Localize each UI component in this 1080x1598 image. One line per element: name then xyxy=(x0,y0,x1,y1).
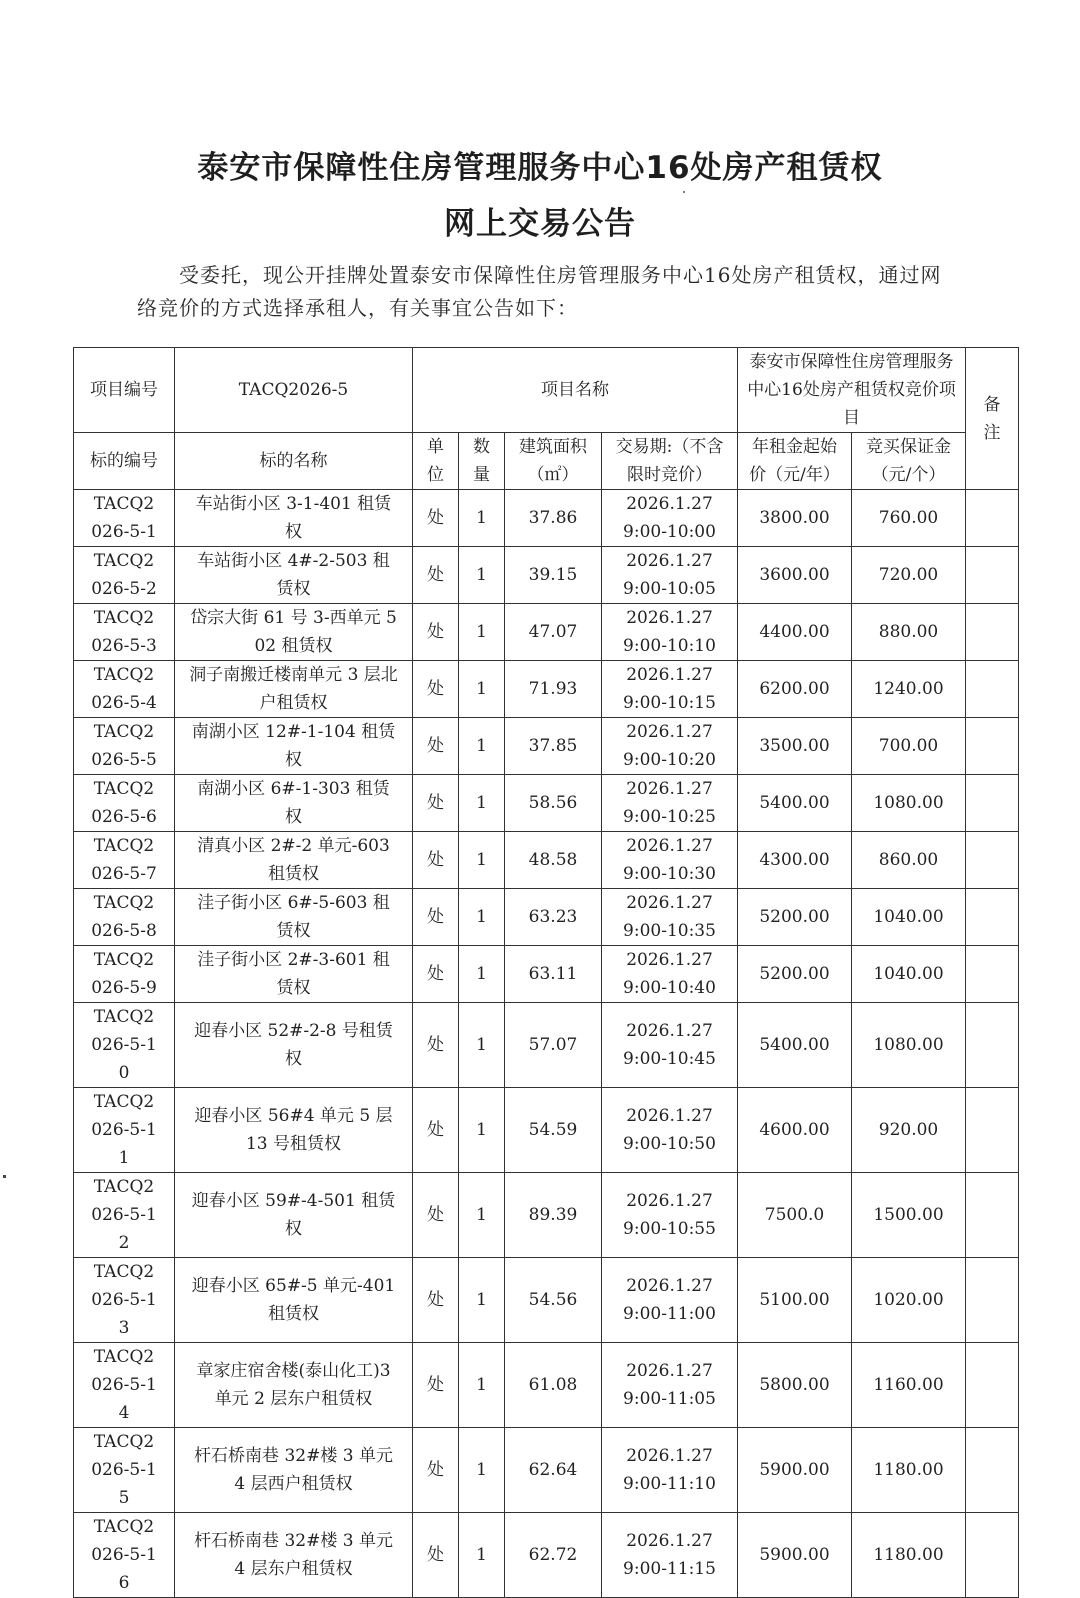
table-row xyxy=(74,1173,1019,1258)
header-item-name: 标的名称 xyxy=(175,433,413,490)
table-row xyxy=(74,946,1019,1003)
cell-unit: 处 xyxy=(413,604,459,661)
cell-item-no: TACQ2026-5-3 xyxy=(74,604,175,661)
cell-deposit: 1180.00 xyxy=(852,1513,966,1598)
cell-item-name: 杆石桥南巷 32#楼 3 单元 4 层西户租赁权 xyxy=(175,1428,413,1513)
cell-qty: 1 xyxy=(459,604,505,661)
document-title-line2: 网上交易公告 xyxy=(444,206,636,242)
cell-trade-time xyxy=(602,604,738,661)
cell-unit: 处 xyxy=(413,889,459,946)
cell-remark xyxy=(966,1258,1019,1343)
cell-deposit: 1160.00 xyxy=(852,1343,966,1428)
cell-deposit: 860.00 xyxy=(852,832,966,889)
cell-deposit: 1040.00 xyxy=(852,889,966,946)
cell-remark xyxy=(966,490,1019,547)
cell-area: 37.86 xyxy=(505,490,602,547)
cell-trade-time xyxy=(602,1173,738,1258)
trade-time-range: 9:00-10:45 xyxy=(623,1049,716,1069)
project-name-value: 泰安市保障性住房管理服务中心16处房产租赁权竞价项目 xyxy=(738,348,966,433)
project-no-value: TACQ2026-5 xyxy=(175,348,413,433)
trade-date: 2026.1.27 xyxy=(626,1361,713,1381)
cell-qty: 1 xyxy=(459,775,505,832)
cell-area: 58.56 xyxy=(505,775,602,832)
cell-unit: 处 xyxy=(413,1513,459,1598)
cell-qty: 1 xyxy=(459,1173,505,1258)
trade-date: 2026.1.27 xyxy=(626,1446,713,1466)
cell-item-name: 杆石桥南巷 32#楼 3 单元 4 层东户租赁权 xyxy=(175,1513,413,1598)
cell-rent: 5200.00 xyxy=(738,889,852,946)
cell-trade-time xyxy=(602,1003,738,1088)
cell-rent: 5100.00 xyxy=(738,1258,852,1343)
cell-item-no: TACQ2026-5-5 xyxy=(74,718,175,775)
cell-item-name: 南湖小区 12#-1-104 租赁权 xyxy=(175,718,413,775)
cell-item-name: 章家庄宿舍楼(泰山化工)3 单元 2 层东户租赁权 xyxy=(175,1343,413,1428)
cell-item-no: TACQ2026-5-10 xyxy=(74,1003,175,1088)
header-area: 建筑面积（㎡） xyxy=(505,433,602,490)
trade-date: 2026.1.27 xyxy=(626,1531,713,1551)
trade-time-range: 9:00-11:00 xyxy=(623,1304,716,1324)
table-row xyxy=(74,490,1019,547)
cell-qty: 1 xyxy=(459,718,505,775)
cell-trade-time xyxy=(602,661,738,718)
cell-qty: 1 xyxy=(459,832,505,889)
header-item-no: 标的编号 xyxy=(74,433,175,490)
cell-item-no: TACQ2026-5-4 xyxy=(74,661,175,718)
cell-item-no: TACQ2026-5-13 xyxy=(74,1258,175,1343)
trade-date: 2026.1.27 xyxy=(626,1021,713,1041)
cell-item-no: TACQ2026-5-8 xyxy=(74,889,175,946)
cell-deposit: 1240.00 xyxy=(852,661,966,718)
trade-time-range: 9:00-10:00 xyxy=(623,522,716,542)
trade-date: 2026.1.27 xyxy=(626,665,713,685)
header-row xyxy=(74,433,1019,490)
trade-time-range: 9:00-10:40 xyxy=(623,978,716,998)
cell-item-name: 车站街小区 3-1-401 租赁权 xyxy=(175,490,413,547)
cell-qty: 1 xyxy=(459,1513,505,1598)
cell-area: 39.15 xyxy=(505,547,602,604)
trade-date: 2026.1.27 xyxy=(626,893,713,913)
cell-unit: 处 xyxy=(413,1343,459,1428)
cell-area: 57.07 xyxy=(505,1003,602,1088)
cell-rent: 4400.00 xyxy=(738,604,852,661)
cell-unit: 处 xyxy=(413,661,459,718)
cell-deposit: 1500.00 xyxy=(852,1173,966,1258)
cell-deposit: 760.00 xyxy=(852,490,966,547)
table-row xyxy=(74,604,1019,661)
cell-item-name: 迎春小区 65#-5 单元-401 租赁权 xyxy=(175,1258,413,1343)
table-row xyxy=(74,1258,1019,1343)
table-row xyxy=(74,1513,1019,1598)
cell-area: 37.85 xyxy=(505,718,602,775)
cell-item-no: TACQ2026-5-2 xyxy=(74,547,175,604)
trade-time-range: 9:00-10:55 xyxy=(623,1219,716,1239)
cell-area: 54.56 xyxy=(505,1258,602,1343)
table-row xyxy=(74,889,1019,946)
header-qty: 数量 xyxy=(459,433,505,490)
cell-trade-time xyxy=(602,1088,738,1173)
trade-date: 2026.1.27 xyxy=(626,779,713,799)
cell-qty: 1 xyxy=(459,661,505,718)
table-row xyxy=(74,1343,1019,1428)
cell-rent: 4600.00 xyxy=(738,1088,852,1173)
cell-item-name: 迎春小区 59#-4-501 租赁权 xyxy=(175,1173,413,1258)
cell-item-no: TACQ2026-5-12 xyxy=(74,1173,175,1258)
cell-item-no: TACQ2026-5-16 xyxy=(74,1513,175,1598)
table-row xyxy=(74,832,1019,889)
project-name-label: 项目名称 xyxy=(413,348,738,433)
cell-trade-time xyxy=(602,832,738,889)
cell-area: 47.07 xyxy=(505,604,602,661)
cell-unit: 处 xyxy=(413,1428,459,1513)
cell-remark xyxy=(966,1173,1019,1258)
cell-item-no: TACQ2026-5-11 xyxy=(74,1088,175,1173)
cell-item-name: 南湖小区 6#-1-303 租赁权 xyxy=(175,775,413,832)
cell-deposit: 1080.00 xyxy=(852,775,966,832)
document-title-line1: 泰安市保障性住房管理服务中心16处房产租赁权 xyxy=(197,150,883,186)
table-row xyxy=(74,1088,1019,1173)
cell-rent: 7500.0 xyxy=(738,1173,852,1258)
cell-item-no: TACQ2026-5-9 xyxy=(74,946,175,1003)
cell-deposit: 700.00 xyxy=(852,718,966,775)
cell-trade-time xyxy=(602,718,738,775)
cell-unit: 处 xyxy=(413,490,459,547)
cell-area: 63.23 xyxy=(505,889,602,946)
cell-deposit: 720.00 xyxy=(852,547,966,604)
cell-deposit: 1020.00 xyxy=(852,1258,966,1343)
table-row xyxy=(74,1428,1019,1513)
cell-item-name: 迎春小区 52#-2-8 号租赁权 xyxy=(175,1003,413,1088)
cell-unit: 处 xyxy=(413,1088,459,1173)
cell-item-no: TACQ2026-5-1 xyxy=(74,490,175,547)
cell-rent: 5400.00 xyxy=(738,775,852,832)
cell-remark xyxy=(966,775,1019,832)
trade-time-range: 9:00-11:05 xyxy=(623,1389,716,1409)
cell-remark xyxy=(966,604,1019,661)
cell-area: 71.93 xyxy=(505,661,602,718)
scan-speck xyxy=(683,191,685,193)
lease-items-table xyxy=(73,347,1019,1598)
header-deposit: 竞买保证金（元/个） xyxy=(852,433,966,490)
intro-paragraph: 受委托，现公开挂牌处置泰安市保障性住房管理服务中心16处房产租赁权，通过网络竞价的方式选择承租人，有关事宜公告如下： xyxy=(137,263,942,320)
cell-qty: 1 xyxy=(459,1003,505,1088)
trade-time-range: 9:00-10:05 xyxy=(623,579,716,599)
cell-area: 89.39 xyxy=(505,1173,602,1258)
trade-date: 2026.1.27 xyxy=(626,1106,713,1126)
cell-trade-time xyxy=(602,490,738,547)
cell-area: 62.64 xyxy=(505,1428,602,1513)
trade-time-range: 9:00-10:25 xyxy=(623,807,716,827)
cell-remark xyxy=(966,1513,1019,1598)
table-row xyxy=(74,661,1019,718)
cell-trade-time xyxy=(602,1513,738,1598)
cell-remark xyxy=(966,1343,1019,1428)
cell-area: 61.08 xyxy=(505,1343,602,1428)
project-no-label: 项目编号 xyxy=(74,348,175,433)
trade-time-range: 9:00-11:15 xyxy=(623,1559,716,1579)
trade-time-range: 9:00-10:10 xyxy=(623,636,716,656)
cell-rent: 3600.00 xyxy=(738,547,852,604)
cell-area: 63.11 xyxy=(505,946,602,1003)
remark-label: 备注 xyxy=(983,394,1001,443)
cell-unit: 处 xyxy=(413,1003,459,1088)
cell-rent: 3800.00 xyxy=(738,490,852,547)
cell-remark xyxy=(966,1003,1019,1088)
cell-qty: 1 xyxy=(459,946,505,1003)
cell-trade-time xyxy=(602,547,738,604)
trade-time-range: 9:00-10:15 xyxy=(623,693,716,713)
cell-item-name: 洼子街小区 2#-3-601 租赁权 xyxy=(175,946,413,1003)
cell-trade-time xyxy=(602,1343,738,1428)
trade-date: 2026.1.27 xyxy=(626,551,713,571)
trade-time-range: 9:00-10:35 xyxy=(623,921,716,941)
cell-item-no: TACQ2026-5-15 xyxy=(74,1428,175,1513)
header-trade-time: 交易期:（不含限时竞价） xyxy=(602,433,738,490)
cell-remark xyxy=(966,718,1019,775)
cell-remark xyxy=(966,889,1019,946)
cell-remark xyxy=(966,832,1019,889)
trade-time-range: 9:00-11:10 xyxy=(623,1474,716,1494)
cell-area: 62.72 xyxy=(505,1513,602,1598)
cell-trade-time xyxy=(602,889,738,946)
cell-area: 48.58 xyxy=(505,832,602,889)
cell-qty: 1 xyxy=(459,490,505,547)
cell-trade-time xyxy=(602,775,738,832)
trade-date: 2026.1.27 xyxy=(626,722,713,742)
cell-unit: 处 xyxy=(413,547,459,604)
cell-deposit: 1040.00 xyxy=(852,946,966,1003)
cell-remark xyxy=(966,946,1019,1003)
cell-item-name: 车站街小区 4#-2-503 租赁权 xyxy=(175,547,413,604)
scan-speck-left xyxy=(3,1175,6,1178)
cell-rent: 5900.00 xyxy=(738,1513,852,1598)
cell-rent: 5800.00 xyxy=(738,1343,852,1428)
table-row xyxy=(74,1003,1019,1088)
cell-item-name: 岱宗大街 61 号 3-西单元 502 租赁权 xyxy=(175,604,413,661)
cell-deposit: 1080.00 xyxy=(852,1003,966,1088)
cell-qty: 1 xyxy=(459,1088,505,1173)
cell-item-no: TACQ2026-5-7 xyxy=(74,832,175,889)
cell-unit: 处 xyxy=(413,946,459,1003)
cell-remark xyxy=(966,547,1019,604)
cell-qty: 1 xyxy=(459,547,505,604)
cell-qty: 1 xyxy=(459,1258,505,1343)
cell-trade-time xyxy=(602,1428,738,1513)
table-row xyxy=(74,775,1019,832)
cell-deposit: 1180.00 xyxy=(852,1428,966,1513)
trade-time-range: 9:00-10:50 xyxy=(623,1134,716,1154)
trade-date: 2026.1.27 xyxy=(626,608,713,628)
cell-qty: 1 xyxy=(459,1343,505,1428)
cell-unit: 处 xyxy=(413,1173,459,1258)
cell-item-name: 清真小区 2#-2 单元-603 租赁权 xyxy=(175,832,413,889)
cell-trade-time xyxy=(602,946,738,1003)
cell-area: 54.59 xyxy=(505,1088,602,1173)
cell-item-name: 迎春小区 56#4 单元 5 层 13 号租赁权 xyxy=(175,1088,413,1173)
remark-header xyxy=(966,348,1019,490)
cell-qty: 1 xyxy=(459,1428,505,1513)
table-row xyxy=(74,718,1019,775)
trade-time-range: 9:00-10:20 xyxy=(623,750,716,770)
trade-date: 2026.1.27 xyxy=(626,1191,713,1211)
cell-unit: 处 xyxy=(413,775,459,832)
cell-item-no: TACQ2026-5-6 xyxy=(74,775,175,832)
cell-rent: 6200.00 xyxy=(738,661,852,718)
cell-qty: 1 xyxy=(459,889,505,946)
trade-date: 2026.1.27 xyxy=(626,950,713,970)
cell-item-name: 洞子南搬迁楼南单元 3 层北户租赁权 xyxy=(175,661,413,718)
trade-date: 2026.1.27 xyxy=(626,1276,713,1296)
cell-rent: 5900.00 xyxy=(738,1428,852,1513)
cell-rent: 3500.00 xyxy=(738,718,852,775)
cell-remark xyxy=(966,661,1019,718)
trade-time-range: 9:00-10:30 xyxy=(623,864,716,884)
cell-trade-time xyxy=(602,1258,738,1343)
header-unit: 单位 xyxy=(413,433,459,490)
trade-date: 2026.1.27 xyxy=(626,836,713,856)
cell-unit: 处 xyxy=(413,1258,459,1343)
table-row xyxy=(74,547,1019,604)
cell-unit: 处 xyxy=(413,832,459,889)
cell-item-no: TACQ2026-5-14 xyxy=(74,1343,175,1428)
cell-deposit: 880.00 xyxy=(852,604,966,661)
project-row xyxy=(74,348,1019,433)
cell-item-name: 洼子街小区 6#-5-603 租赁权 xyxy=(175,889,413,946)
cell-deposit: 920.00 xyxy=(852,1088,966,1173)
cell-remark xyxy=(966,1428,1019,1513)
cell-rent: 5400.00 xyxy=(738,1003,852,1088)
cell-unit: 处 xyxy=(413,718,459,775)
header-rent: 年租金起始价（元/年） xyxy=(738,433,852,490)
trade-date: 2026.1.27 xyxy=(626,494,713,514)
cell-rent: 5200.00 xyxy=(738,946,852,1003)
cell-remark xyxy=(966,1088,1019,1173)
cell-rent: 4300.00 xyxy=(738,832,852,889)
